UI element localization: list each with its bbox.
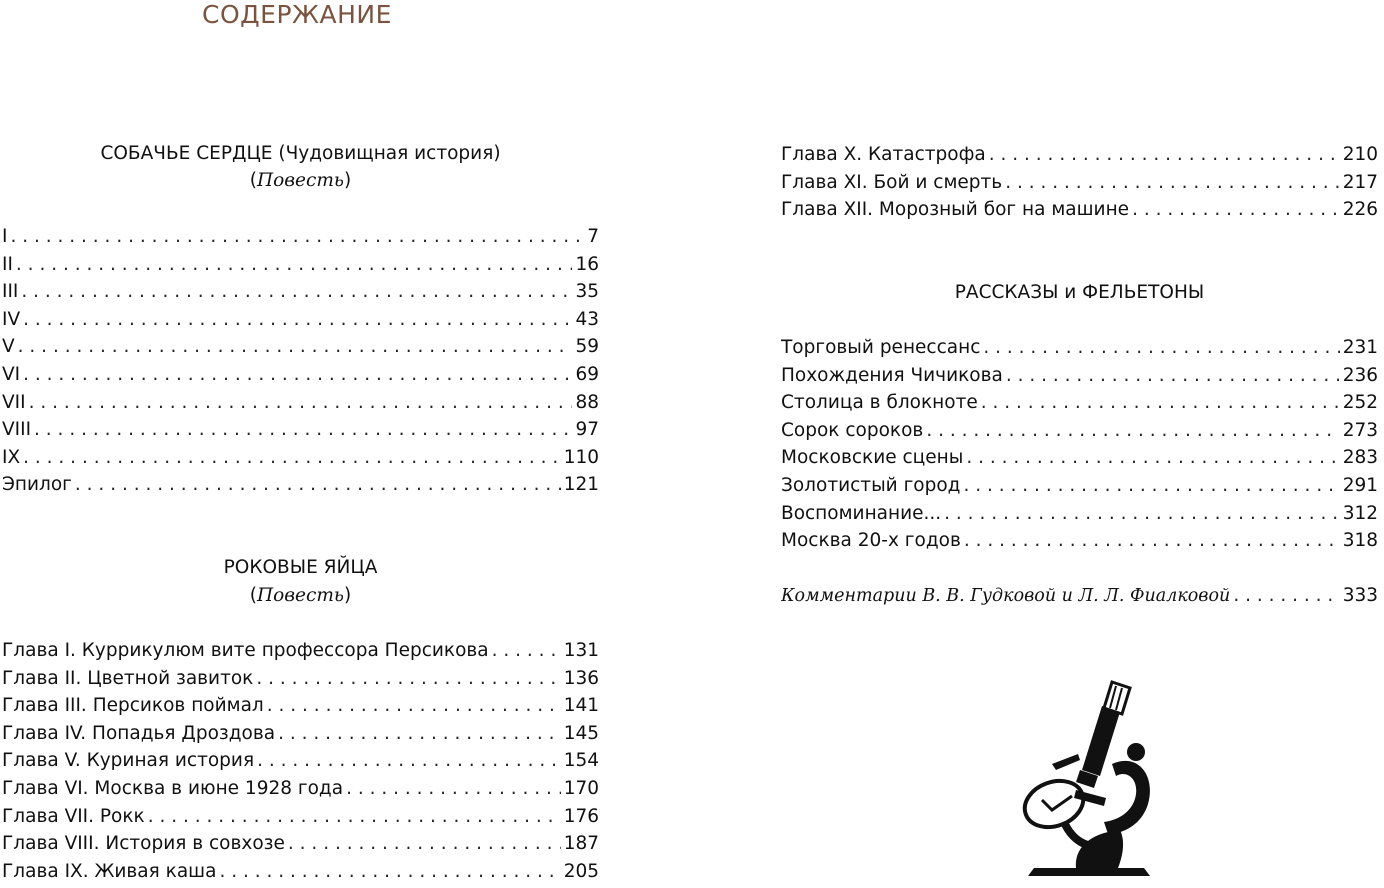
toc-entry[interactable] <box>781 389 1378 417</box>
leader-dots <box>278 720 561 748</box>
toc-entry-label: II <box>2 253 13 275</box>
page-title: СОДЕРЖАНИЕ <box>202 0 392 29</box>
toc-entry[interactable] <box>2 389 599 417</box>
leader-dots <box>346 775 561 803</box>
toc-entry[interactable] <box>2 251 599 279</box>
toc-entry-page: 88 <box>575 391 599 413</box>
leader-dots <box>989 141 1340 169</box>
toc-entry-page: 121 <box>563 474 599 496</box>
leader-dots <box>492 637 561 665</box>
toc-entry-label: Воспоминание... <box>781 502 942 524</box>
toc-entry-page: 170 <box>563 778 599 799</box>
toc-entry[interactable] <box>781 334 1378 362</box>
leader-dots <box>257 747 561 775</box>
toc-entry[interactable] <box>2 637 599 665</box>
leader-dots <box>23 444 561 472</box>
microscope-base <box>1028 868 1150 876</box>
toc-entry-page: 283 <box>1342 447 1378 469</box>
toc-entry-page: 59 <box>575 336 599 358</box>
leader-dots <box>288 830 561 858</box>
section-genre <box>2 167 599 194</box>
toc-entry-page: 291 <box>1342 475 1378 496</box>
toc-entry-label: Глава II. Цветной завиток <box>2 667 254 689</box>
toc-entry-label: VII <box>2 391 26 413</box>
toc-entry[interactable] <box>2 471 599 499</box>
microscope-clip <box>1052 754 1080 770</box>
leader-dots <box>926 417 1339 445</box>
toc-entry-label: I <box>2 226 8 247</box>
toc-entry[interactable] <box>781 527 1378 555</box>
toc-entry-page: 136 <box>563 667 599 689</box>
toc-entry[interactable] <box>2 720 599 748</box>
toc-entry-label: V <box>2 336 15 358</box>
toc-entry[interactable] <box>2 775 599 803</box>
genre-paren-open: ( <box>249 585 258 606</box>
toc-entry-label: Эпилог <box>2 474 72 496</box>
section-heading-rasskazy <box>781 279 1378 306</box>
genre-label: Повесть <box>257 585 344 606</box>
toc-entry-page: 318 <box>1342 530 1378 552</box>
toc-entry-label: Глава III. Персиков поймал <box>2 695 264 717</box>
leader-dots <box>75 471 561 499</box>
leader-dots <box>16 251 573 279</box>
toc-entry-label: Столица в блокноте <box>781 392 978 414</box>
leader-dots <box>10 223 584 251</box>
leader-dots <box>21 278 572 306</box>
toc-entry[interactable] <box>781 169 1378 197</box>
toc-entry-page: 97 <box>575 419 599 441</box>
toc-entry-label: VIII <box>2 419 32 441</box>
leader-dots <box>963 472 1339 500</box>
leader-dots <box>148 803 561 831</box>
genre-paren-open: ( <box>249 170 258 191</box>
toc-entry-page: 187 <box>563 833 599 855</box>
microscope-mirror-arm <box>1064 822 1102 846</box>
toc-entry-label: Глава VII. Рокк <box>2 805 145 827</box>
toc-entry-label: IV <box>2 308 21 330</box>
microscope-icon <box>1016 672 1176 884</box>
genre-label: Повесть <box>257 170 344 191</box>
toc-entry-page: 231 <box>1342 337 1378 358</box>
toc-entry-label: III <box>2 281 19 303</box>
toc-entry-page: 205 <box>563 860 599 882</box>
section-genre <box>2 582 599 609</box>
leader-dots <box>944 500 1340 528</box>
toc-entry-page: 145 <box>563 722 599 744</box>
toc-entry[interactable] <box>2 333 599 361</box>
toc-entry[interactable] <box>2 747 599 775</box>
toc-entry-page: 226 <box>1342 199 1378 221</box>
toc-entry-page: 131 <box>563 640 599 661</box>
section-subtitle: (Чудовищная история) <box>278 143 501 164</box>
leader-dots <box>29 389 573 417</box>
toc-entry-commentary[interactable] <box>781 582 1378 610</box>
toc-entry-page: 312 <box>1342 502 1378 524</box>
toc-entry-page: 210 <box>1342 144 1378 165</box>
leader-dots <box>1005 169 1339 197</box>
microscope-arm <box>1104 761 1150 834</box>
leader-dots <box>1233 582 1339 610</box>
toc-entry-label: IX <box>2 446 21 468</box>
toc-entry-label: Торговый ренессанс <box>781 337 981 358</box>
toc-entry-page: 252 <box>1342 392 1378 414</box>
toc-entry-page: 110 <box>563 446 599 468</box>
leader-dots <box>964 527 1340 555</box>
leader-dots <box>256 665 560 693</box>
toc-entry[interactable] <box>781 362 1378 390</box>
toc-entry-label: Похождения Чичикова <box>781 364 1003 386</box>
leader-dots <box>983 334 1339 362</box>
leader-dots <box>1006 362 1340 390</box>
leader-dots <box>23 361 572 389</box>
toc-entry-page: 154 <box>563 750 599 772</box>
toc-entry-page: 35 <box>575 281 599 303</box>
leader-dots <box>18 333 573 361</box>
toc-entry-label: Глава I. Куррикулюм вите профессора Персикова <box>2 640 489 661</box>
section-title: РАССКАЗЫ и ФЕЛЬЕТОНЫ <box>954 282 1205 303</box>
section-heading-rokovye-yaica <box>2 554 599 581</box>
toc-entry-page: 176 <box>563 805 599 827</box>
toc-entry-page: 16 <box>575 253 599 275</box>
toc-entry-label: Глава VI. Москва в июне 1928 года <box>2 778 344 799</box>
leader-dots <box>981 389 1340 417</box>
toc-entry-label: Сорок сороков <box>781 419 924 441</box>
toc-entry[interactable] <box>781 472 1378 500</box>
leader-dots <box>219 858 560 886</box>
toc-entry-label: Золотистый город <box>781 475 961 496</box>
section-heading-sobache-serdce <box>2 140 599 167</box>
toc-entry-page: 69 <box>575 364 599 385</box>
toc-entry-label: Глава XII. Морозный бог на машине <box>781 199 1130 221</box>
toc-entry-page: 217 <box>1342 171 1378 193</box>
toc-entry[interactable] <box>2 803 599 831</box>
leader-dots <box>966 444 1339 472</box>
toc-entry[interactable] <box>781 196 1378 224</box>
microscope-knob <box>1127 743 1145 761</box>
toc-entry[interactable] <box>781 444 1378 472</box>
toc-entry-label: Московские сцены <box>781 447 964 469</box>
toc-entry[interactable] <box>2 444 599 472</box>
toc-entry-label: Глава IX. Живая каша <box>2 860 217 882</box>
toc-entry-page: 43 <box>575 308 599 330</box>
genre-paren-close: ) <box>343 170 352 191</box>
leader-dots <box>23 306 572 334</box>
toc-entry-label: Глава X. Катастрофа <box>781 144 986 165</box>
leader-dots <box>267 692 561 720</box>
toc-entry[interactable] <box>2 858 599 886</box>
toc-entry[interactable] <box>2 306 599 334</box>
section-title: РОКОВЫЕ ЯЙЦА <box>223 557 378 578</box>
toc-entry[interactable] <box>781 500 1378 528</box>
toc-entry-label: Глава XI. Бой и смерть <box>781 171 1003 193</box>
toc-entry[interactable] <box>2 830 599 858</box>
toc-entry-page: 273 <box>1342 419 1378 441</box>
toc-entry[interactable] <box>2 223 599 251</box>
toc-entry[interactable] <box>2 665 599 693</box>
toc-entry-label: Москва 20-х годов <box>781 530 961 552</box>
toc-entry-label: Глава V. Куриная история <box>2 750 255 772</box>
toc-entry-page: 7 <box>587 226 599 247</box>
toc-entry-page: 141 <box>563 695 599 717</box>
toc-entry[interactable] <box>781 417 1378 445</box>
toc-entry-label: Комментарии В. В. Гудковой и Л. Л. Фиалковой <box>781 586 1231 606</box>
toc-entry[interactable] <box>2 692 599 720</box>
section-title: СОБАЧЬЕ СЕРДЦЕ <box>100 143 273 164</box>
toc-entry[interactable] <box>2 361 599 389</box>
leader-dots <box>34 416 572 444</box>
toc-entry[interactable] <box>781 141 1378 169</box>
toc-entry-label: Глава VIII. История в совхозе <box>2 833 285 855</box>
toc-entry-page: 333 <box>1342 585 1378 606</box>
toc-entry-label: Глава IV. Попадья Дроздова <box>2 722 276 744</box>
toc-entry-page: 236 <box>1342 364 1378 386</box>
toc-entry[interactable] <box>2 278 599 306</box>
toc-entry-label: VI <box>2 364 21 385</box>
genre-paren-close: ) <box>343 585 352 606</box>
leader-dots <box>1132 196 1340 224</box>
toc-entry[interactable] <box>2 416 599 444</box>
